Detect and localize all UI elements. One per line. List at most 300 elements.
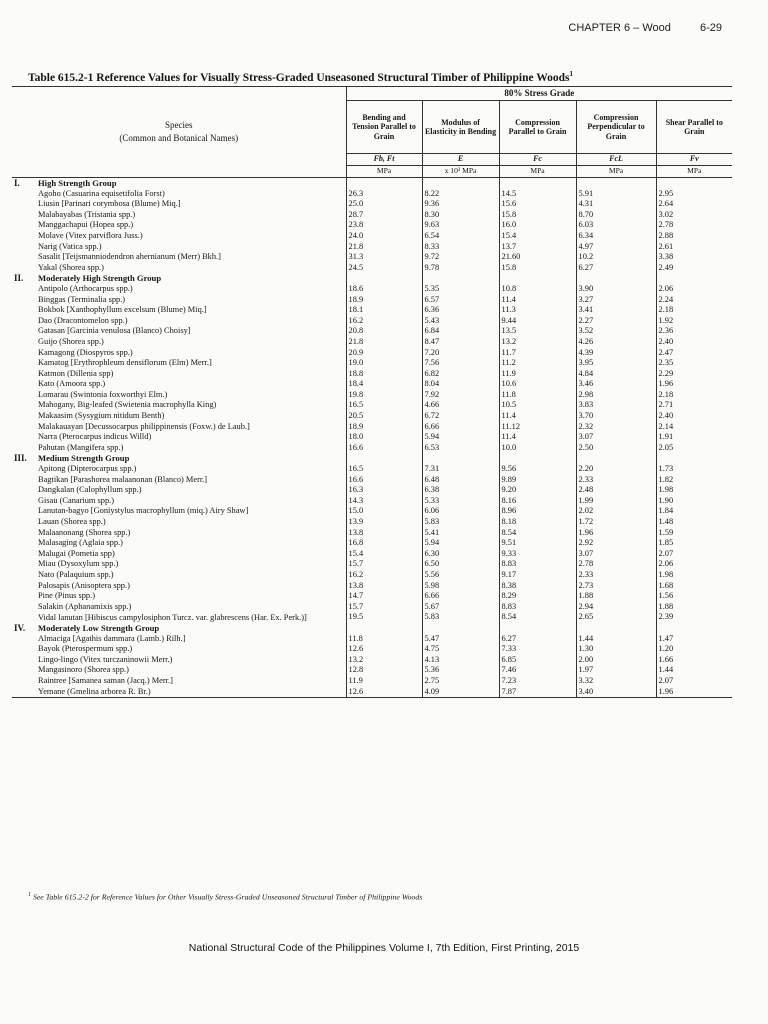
group-name: Medium Strength Group (38, 453, 130, 464)
value-cell: 18.9 (346, 295, 422, 306)
species-name: Lauan (Shorea spp.) (38, 517, 106, 526)
group-number: IV. (14, 622, 26, 633)
value-cell: 6.66 (422, 591, 499, 602)
row-indent (12, 549, 36, 560)
species-name: Pine (Pinus spp.) (38, 591, 96, 601)
group-number: I. (14, 178, 20, 188)
species-name: Malakauayan [Decussocarpus philippinensis (Foxw.) de Laub.] (38, 421, 250, 431)
value-cell: 4.84 (576, 369, 656, 380)
value-cell: 5.91 (576, 189, 656, 200)
row-indent (12, 475, 36, 486)
empty-cell (346, 178, 422, 189)
table-row (12, 231, 732, 242)
value-cell: 8.16 (499, 496, 576, 507)
row-indent (12, 316, 36, 327)
value-cell: 13.2 (346, 655, 422, 666)
footnote-mark: 1 (28, 892, 31, 898)
table-row (12, 687, 732, 698)
table-row (12, 612, 732, 623)
group-row (12, 453, 732, 464)
species-name: Lomarau (Swintonia foxworthyi Elm.) (38, 389, 168, 399)
value-cell: 12.8 (346, 665, 422, 676)
empty-cell (656, 178, 732, 189)
footnote (28, 892, 748, 902)
value-cell: 2.49 (656, 263, 732, 274)
empty-cell (576, 178, 656, 189)
table-row (12, 432, 732, 443)
value-cell: 2.64 (656, 199, 732, 210)
value-cell: 2.39 (656, 612, 732, 623)
group-name: Moderately Low Strength Group (38, 622, 160, 633)
value-cell: 19.5 (346, 612, 422, 623)
table-row (12, 305, 732, 316)
row-indent (12, 464, 36, 475)
row-indent (12, 665, 36, 676)
value-cell: 7.46 (499, 665, 576, 676)
col-symbol-modulus: E (422, 154, 499, 166)
empty-cell (346, 453, 422, 464)
value-cell: 7.20 (422, 348, 499, 359)
page-header (568, 22, 722, 34)
value-cell: 15.4 (499, 231, 576, 242)
footnote-text: See Table 615.2-2 for Reference Values for Other Visually Stress-Graded Unseasoned Structural Timber of Philippine Woods (32, 892, 423, 902)
table-row (12, 369, 732, 380)
value-cell: 3.90 (576, 284, 656, 295)
row-indent (12, 400, 36, 411)
species-name: Antipolo (Arthocarpus spp.) (38, 283, 133, 293)
row-indent (12, 602, 36, 613)
table-row (12, 348, 732, 359)
stress-grade-header: 80% Stress Grade (346, 87, 732, 101)
species-name: Malaanonang (Shorea spp.) (38, 527, 131, 537)
value-cell: 1.73 (656, 464, 732, 475)
col-name-shear: Shear Parallel to Grain (656, 101, 732, 154)
value-cell: 5.43 (422, 316, 499, 327)
value-cell: 19.0 (346, 358, 422, 369)
value-cell: 11.8 (499, 390, 576, 401)
value-cell: 1.85 (656, 538, 732, 549)
value-cell: 1.20 (656, 644, 732, 655)
value-cell: 15.8 (499, 210, 576, 221)
value-cell: 5.35 (422, 284, 499, 295)
row-indent (12, 528, 36, 539)
species-header-line-1: Species (165, 120, 193, 130)
value-cell: 15.4 (346, 549, 422, 560)
value-cell: 15.6 (499, 199, 576, 210)
table-title (28, 70, 748, 84)
value-cell: 7.23 (499, 676, 576, 687)
page-footer: National Structural Code of the Philippines Volume I, 7th Edition, First Printing, 2015 (188, 942, 580, 954)
value-cell: 11.4 (499, 411, 576, 422)
value-cell: 6.03 (576, 220, 656, 231)
col-symbol-compression-parallel: Fc (499, 154, 576, 166)
value-cell: 2.61 (656, 242, 732, 253)
value-cell: 16.6 (346, 443, 422, 454)
value-cell: 16.2 (346, 316, 422, 327)
row-indent (12, 369, 36, 380)
value-cell: 3.40 (576, 687, 656, 698)
species-name: Apitong (Dipterocarpus spp.) (38, 464, 137, 474)
value-cell: 5.83 (422, 612, 499, 623)
value-cell: 16.5 (346, 400, 422, 411)
value-cell: 6.82 (422, 369, 499, 380)
value-cell: 6.84 (422, 326, 499, 337)
empty-cell (576, 453, 656, 464)
species-name: Binggas (Terminalia spp.) (38, 294, 126, 304)
table-row (12, 538, 732, 549)
species-name: Mangasinoro (Shorea spp.) (38, 665, 129, 675)
species-name: Narra (Pterocarpus indicus Willd) (38, 432, 152, 442)
value-cell: 9.17 (499, 570, 576, 581)
value-cell: 1.66 (656, 655, 732, 666)
value-cell: 5.56 (422, 570, 499, 581)
value-cell: 2.33 (576, 475, 656, 486)
value-cell: 4.26 (576, 337, 656, 348)
value-cell: 18.9 (346, 422, 422, 433)
empty-cell (499, 178, 576, 189)
group-row (12, 623, 732, 634)
value-cell: 16.3 (346, 485, 422, 496)
value-cell: 21.8 (346, 337, 422, 348)
value-cell: 2.50 (576, 443, 656, 454)
value-cell: 1.88 (576, 591, 656, 602)
value-cell: 15.7 (346, 602, 422, 613)
value-cell: 6.53 (422, 443, 499, 454)
species-name: Agoho (Casuarina equisetifolia Forst) (38, 188, 165, 198)
row-indent (12, 220, 36, 231)
table-row (12, 337, 732, 348)
table-row (12, 634, 732, 645)
value-cell: 7.56 (422, 358, 499, 369)
value-cell: 8.30 (422, 210, 499, 221)
value-cell: 12.6 (346, 687, 422, 698)
row-indent (12, 644, 36, 655)
value-cell: 8.29 (499, 591, 576, 602)
table-row (12, 379, 732, 390)
row-indent (12, 655, 36, 666)
value-cell: 2.33 (576, 570, 656, 581)
value-cell: 2.98 (576, 390, 656, 401)
value-cell: 6.36 (422, 305, 499, 316)
value-cell: 3.07 (576, 549, 656, 560)
table-row (12, 475, 732, 486)
species-name: Gatasan [Garcinia venulosa (Blanco) Choisy] (38, 326, 191, 336)
empty-cell (422, 623, 499, 634)
table-row (12, 528, 732, 539)
value-cell: 15.7 (346, 559, 422, 570)
value-cell: 16.2 (346, 570, 422, 581)
value-cell: 3.46 (576, 379, 656, 390)
table-row (12, 506, 732, 517)
row-indent (12, 591, 36, 602)
value-cell: 4.75 (422, 644, 499, 655)
value-cell: 8.18 (499, 517, 576, 528)
row-indent (12, 612, 36, 623)
value-cell: 4.66 (422, 400, 499, 411)
value-cell: 6.27 (499, 634, 576, 645)
value-cell: 9.36 (422, 199, 499, 210)
value-cell: 10.8 (499, 284, 576, 295)
value-cell: 8.22 (422, 189, 499, 200)
value-cell: 8.04 (422, 379, 499, 390)
value-cell: 6.27 (576, 263, 656, 274)
value-cell: 8.38 (499, 581, 576, 592)
row-indent (12, 305, 36, 316)
value-cell: 8.96 (499, 506, 576, 517)
species-name: Malasaging (Aglaia spp.) (38, 538, 123, 548)
chapter-title: CHAPTER 6 – Wood (568, 22, 671, 34)
value-cell: 1.48 (656, 517, 732, 528)
value-cell: 2.78 (656, 220, 732, 231)
species-name: Salakin (Aphanamixis spp.) (38, 601, 132, 611)
table-row (12, 570, 732, 581)
value-cell: 16.8 (346, 538, 422, 549)
value-cell: 10.5 (499, 400, 576, 411)
value-cell: 15.0 (346, 506, 422, 517)
value-cell: 28.7 (346, 210, 422, 221)
value-cell: 3.41 (576, 305, 656, 316)
value-cell: 24.5 (346, 263, 422, 274)
value-cell: 19.8 (346, 390, 422, 401)
value-cell: 1.84 (656, 506, 732, 517)
value-cell: 5.36 (422, 665, 499, 676)
row-indent (12, 379, 36, 390)
value-cell: 2.00 (576, 655, 656, 666)
value-cell: 10.2 (576, 252, 656, 263)
value-cell: 1.91 (656, 432, 732, 443)
table-row (12, 252, 732, 263)
value-cell: 6.72 (422, 411, 499, 422)
empty-cell (346, 273, 422, 284)
col-unit-compression-perpendicular: MPa (576, 166, 656, 178)
species-name: Liusin [Parinari corymbosa (Blume) Miq.] (38, 199, 181, 209)
table-row (12, 358, 732, 369)
value-cell: 7.87 (499, 687, 576, 698)
group-row (12, 273, 732, 284)
value-cell: 2.02 (576, 506, 656, 517)
table-row (12, 390, 732, 401)
row-indent (12, 295, 36, 306)
value-cell: 11.4 (499, 295, 576, 306)
value-cell: 25.0 (346, 199, 422, 210)
species-name: Bayok (Pterospermum spp.) (38, 644, 133, 654)
value-cell: 1.72 (576, 517, 656, 528)
row-indent (12, 496, 36, 507)
value-cell: 6.48 (422, 475, 499, 486)
value-cell: 2.88 (656, 231, 732, 242)
value-cell: 7.33 (499, 644, 576, 655)
value-cell: 3.38 (656, 252, 732, 263)
empty-cell (499, 273, 576, 284)
value-cell: 1.88 (656, 602, 732, 613)
value-cell: 3.32 (576, 676, 656, 687)
value-cell: 20.8 (346, 326, 422, 337)
row-indent (12, 326, 36, 337)
value-cell: 11.9 (346, 676, 422, 687)
value-cell: 24.0 (346, 231, 422, 242)
value-cell: 16.5 (346, 464, 422, 475)
species-name: Yemane (Gmelina arborea R. Br.) (36, 687, 346, 698)
row-indent (12, 284, 36, 295)
row-indent (12, 687, 36, 698)
value-cell: 9.72 (422, 252, 499, 263)
value-cell: 10.0 (499, 443, 576, 454)
table-row (12, 676, 732, 687)
value-cell: 23.8 (346, 220, 422, 231)
table-row (12, 485, 732, 496)
row-indent (12, 199, 36, 210)
species-name: Sasalit [Teijsmanniodendron ahernianum (Merr) Bkh.] (38, 252, 221, 262)
species-name: Lanutan-bagyo [Goniystylus macrophyllum (miq.) Airy Shaw] (38, 506, 249, 516)
value-cell: 2.05 (656, 443, 732, 454)
row-indent (12, 358, 36, 369)
value-cell: 1.59 (656, 528, 732, 539)
value-cell: 15.8 (499, 263, 576, 274)
col-unit-compression-parallel: MPa (499, 166, 576, 178)
row-indent (12, 231, 36, 242)
col-unit-bending: MPa (346, 166, 422, 178)
row-indent (12, 422, 36, 433)
species-name: Molave (Vitex parviflora Juss.) (38, 230, 143, 240)
value-cell: 9.63 (422, 220, 499, 231)
species-name: Palosapis (Anisoptera spp.) (38, 580, 130, 590)
value-cell: 9.20 (499, 485, 576, 496)
species-name: Malabayabas (Tristania spp.) (38, 209, 136, 219)
value-cell: 3.02 (656, 210, 732, 221)
table-row (12, 464, 732, 475)
value-cell: 16.0 (499, 220, 576, 231)
value-cell: 2.06 (656, 559, 732, 570)
value-cell: 31.3 (346, 252, 422, 263)
value-cell: 2.40 (656, 337, 732, 348)
row-indent (12, 348, 36, 359)
table-row (12, 496, 732, 507)
table-row (12, 400, 732, 411)
empty-cell (656, 453, 732, 464)
row-indent (12, 634, 36, 645)
value-cell: 11.3 (499, 305, 576, 316)
species-name: Pahutan (Mangifera spp.) (38, 442, 124, 452)
table-row (12, 284, 732, 295)
value-cell: 11.2 (499, 358, 576, 369)
value-cell: 2.92 (576, 538, 656, 549)
table-row (12, 242, 732, 253)
value-cell: 10.6 (499, 379, 576, 390)
reference-values-table (12, 86, 732, 698)
table-row (12, 210, 732, 221)
empty-cell (656, 273, 732, 284)
col-unit-shear: MPa (656, 166, 732, 178)
empty-cell (499, 623, 576, 634)
value-cell: 1.56 (656, 591, 732, 602)
value-cell: 6.54 (422, 231, 499, 242)
table-row (12, 411, 732, 422)
row-indent (12, 432, 36, 443)
row-indent (12, 337, 36, 348)
value-cell: 9.56 (499, 464, 576, 475)
value-cell: 2.36 (656, 326, 732, 337)
value-cell: 2.40 (656, 411, 732, 422)
value-cell: 1.90 (656, 496, 732, 507)
table-row (12, 644, 732, 655)
value-cell: 4.31 (576, 199, 656, 210)
value-cell: 6.66 (422, 422, 499, 433)
value-cell: 2.71 (656, 400, 732, 411)
value-cell: 2.29 (656, 369, 732, 380)
value-cell: 2.78 (576, 559, 656, 570)
value-cell: 2.47 (656, 348, 732, 359)
species-name: Gisau (Canarium spp.) (38, 495, 115, 505)
value-cell: 13.7 (499, 242, 576, 253)
species-name: Bokbok [Xanthophyllum excelsum (Blume) Miq.] (38, 305, 207, 315)
row-indent (12, 210, 36, 221)
col-symbol-compression-perpendicular: FcL (576, 154, 656, 166)
species-name: Nato (Palaquium spp.) (38, 569, 114, 579)
species-name: Mahogany, Big-leafed (Swietenia macrophylla King) (38, 400, 217, 410)
table-row (12, 655, 732, 666)
value-cell: 18.4 (346, 379, 422, 390)
table-body (12, 178, 732, 698)
row-indent (12, 263, 36, 274)
species-name: Lingo-lingo (Vitex turczaninowii Merr.) (38, 654, 173, 664)
value-cell: 1.44 (656, 665, 732, 676)
value-cell: 9.78 (422, 263, 499, 274)
value-cell: 2.07 (656, 676, 732, 687)
value-cell: 2.65 (576, 612, 656, 623)
table-row (12, 665, 732, 676)
row-indent (12, 189, 36, 200)
value-cell: 21.60 (499, 252, 576, 263)
value-cell: 2.27 (576, 316, 656, 327)
value-cell: 11.9 (499, 369, 576, 380)
value-cell: 5.33 (422, 496, 499, 507)
value-cell: 2.24 (656, 295, 732, 306)
row-indent (12, 411, 36, 422)
value-cell: 6.85 (499, 655, 576, 666)
col-name-compression-perpendicular: Compression Perpendicular to Grain (576, 101, 656, 154)
value-cell: 5.98 (422, 581, 499, 592)
col-name-modulus: Modulus of Elasticity in Bending (422, 101, 499, 154)
species-name: Narig (Vatica spp.) (38, 241, 102, 251)
species-name: Katmon (Dillenia spp) (38, 368, 114, 378)
value-cell: 9.33 (499, 549, 576, 560)
value-cell: 1.68 (656, 581, 732, 592)
group-number: III. (14, 453, 27, 464)
value-cell: 4.13 (422, 655, 499, 666)
value-cell: 13.2 (499, 337, 576, 348)
value-cell: 1.96 (576, 528, 656, 539)
table-row (12, 559, 732, 570)
empty-cell (346, 623, 422, 634)
species-name: Kamagong (Diospyros spp.) (38, 347, 133, 357)
value-cell: 11.4 (499, 432, 576, 443)
value-cell: 1.98 (656, 485, 732, 496)
species-name: Miau (Dysoxylum spp.) (38, 559, 119, 569)
value-cell: 1.99 (576, 496, 656, 507)
value-cell: 8.83 (499, 602, 576, 613)
empty-cell (576, 623, 656, 634)
value-cell: 20.9 (346, 348, 422, 359)
row-indent (12, 581, 36, 592)
species-name: Raintree [Samanea saman (Jacq.) Merr.] (38, 675, 173, 685)
species-name: Almaciga [Agathis dammara (Lamb.) Rilh.] (38, 633, 186, 643)
col-name-compression-parallel: Compression Parallel to Grain (499, 101, 576, 154)
table-title-footnote-mark: 1 (569, 70, 574, 78)
value-cell: 14.3 (346, 496, 422, 507)
page-number: 6-29 (699, 22, 722, 34)
col-name-bending: Bending and Tension Parallel to Grain (346, 101, 422, 154)
species-column-header (12, 87, 346, 178)
